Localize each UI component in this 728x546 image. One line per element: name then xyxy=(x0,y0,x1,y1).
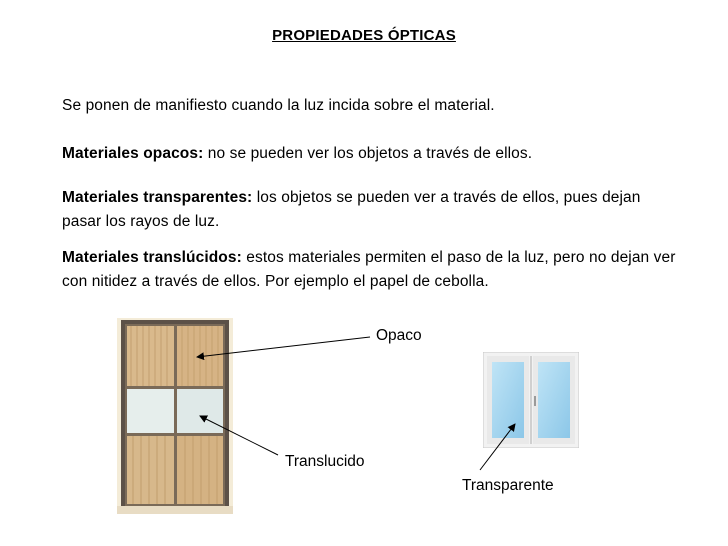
opacos-term: Materiales opacos: xyxy=(62,145,204,162)
label-translucido: Translucido xyxy=(285,453,365,470)
transparentes-paragraph xyxy=(62,186,682,234)
label-opaco: Opaco xyxy=(376,327,422,344)
page-title: PROPIEDADES ÓPTICAS xyxy=(272,27,456,44)
opacos-paragraph xyxy=(62,142,682,166)
transparentes-term: Materiales transparentes: xyxy=(62,189,253,206)
opacos-text: no se pueden ver los objetos a través de ellos. xyxy=(203,145,533,162)
sliding-door-image xyxy=(117,318,233,514)
transparentes-text: los objetos se pueden ver a través de ellos, pues dejan pasar los rayos de luz. xyxy=(62,189,641,230)
label-transparente: Transparente xyxy=(462,477,554,494)
window-image xyxy=(483,352,579,448)
translucidos-term: Materiales translúcidos: xyxy=(62,249,242,266)
translucidos-paragraph xyxy=(62,246,682,294)
intro-text: Se ponen de manifiesto cuando la luz incida sobre el material. xyxy=(62,97,495,114)
translucidos-text: estos materiales permiten el paso de la luz, pero no dejan ver con nitidez a través de ellos. Por ejemplo el papel de cebolla. xyxy=(62,249,676,290)
